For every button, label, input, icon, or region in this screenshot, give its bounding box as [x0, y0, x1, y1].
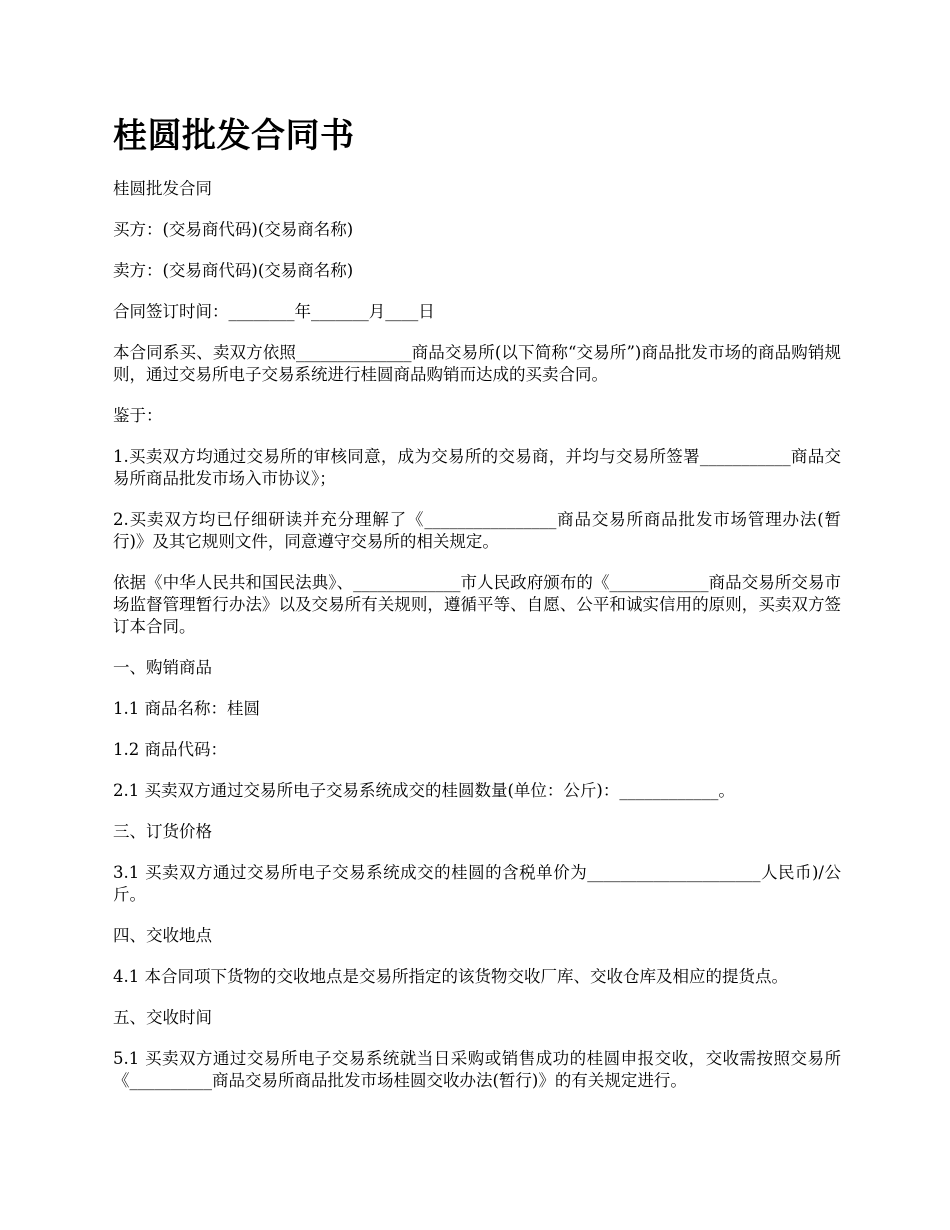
clause-4-1: 4.1 本合同项下货物的交收地点是交易所指定的该货物交收厂库、交收仓库及相应的提货点。 — [113, 967, 788, 986]
legal-basis-paragraph: 依据《中华人民共和国民法典》、_____________市人民政府颁布的《____________商品交易所交易市场监督管理暂行办法》以及交易所有关规则，遵循平等、自愿、公平和诚实信用的原则，买卖双方签订本合同。 — [113, 573, 841, 636]
clause-1-1: 1.1 商品名称：桂圆 — [113, 699, 260, 718]
clause-1-2: 1.2 商品代码： — [113, 740, 227, 759]
document-title: 桂圆批发合同书 — [113, 116, 355, 156]
clause-5-1: 5.1 买卖双方通过交易所电子交易系统就当日采购或销售成功的桂圆申报交收，交收需按照交易所《__________商品交易所商品批发市场桂圆交收办法(暂行)》的有关规定进行。 — [113, 1049, 841, 1090]
document-page — [113, 108, 841, 1111]
whereas-clause-1: 1.买卖双方均通过交易所的审核同意，成为交易所的交易商，并均与交易所签署___________商品交易所商品批发市场入市协议》； — [113, 447, 841, 488]
section-heading-goods: 一、购销商品 — [113, 658, 212, 677]
clause-2-1: 2.1 买卖双方通过交易所电子交易系统成交的桂圆数量(单位：公斤)：____________。 — [113, 781, 735, 800]
seller-line: 卖方：(交易商代码)(交易商名称) — [113, 261, 354, 280]
signing-date-line: 合同签订时间：________年_______月____日 — [113, 302, 435, 321]
contract-subtitle: 桂圆批发合同 — [113, 179, 212, 198]
preamble-paragraph: 本合同系买、卖双方依照______________商品交易所(以下简称“交易所”)商品批发市场的商品购销规则，通过交易所电子交易系统进行桂圆商品购销而达成的买卖合同。 — [113, 343, 841, 384]
whereas-heading: 鉴于： — [113, 406, 163, 425]
whereas-clause-2: 2.买卖双方均已仔细研读并充分理解了《________________商品交易所商品批发市场管理办法(暂行)》及其它规则文件，同意遵守交易所的相关规定。 — [113, 510, 841, 551]
section-heading-time: 五、交收时间 — [113, 1008, 212, 1027]
buyer-line: 买方：(交易商代码)(交易商名称) — [113, 220, 354, 239]
section-heading-location: 四、交收地点 — [113, 926, 212, 945]
clause-3-1: 3.1 买卖双方通过交易所电子交易系统成交的桂圆的含税单价为_____________________人民币)/公斤。 — [113, 863, 841, 904]
section-heading-price: 三、订货价格 — [113, 822, 212, 841]
